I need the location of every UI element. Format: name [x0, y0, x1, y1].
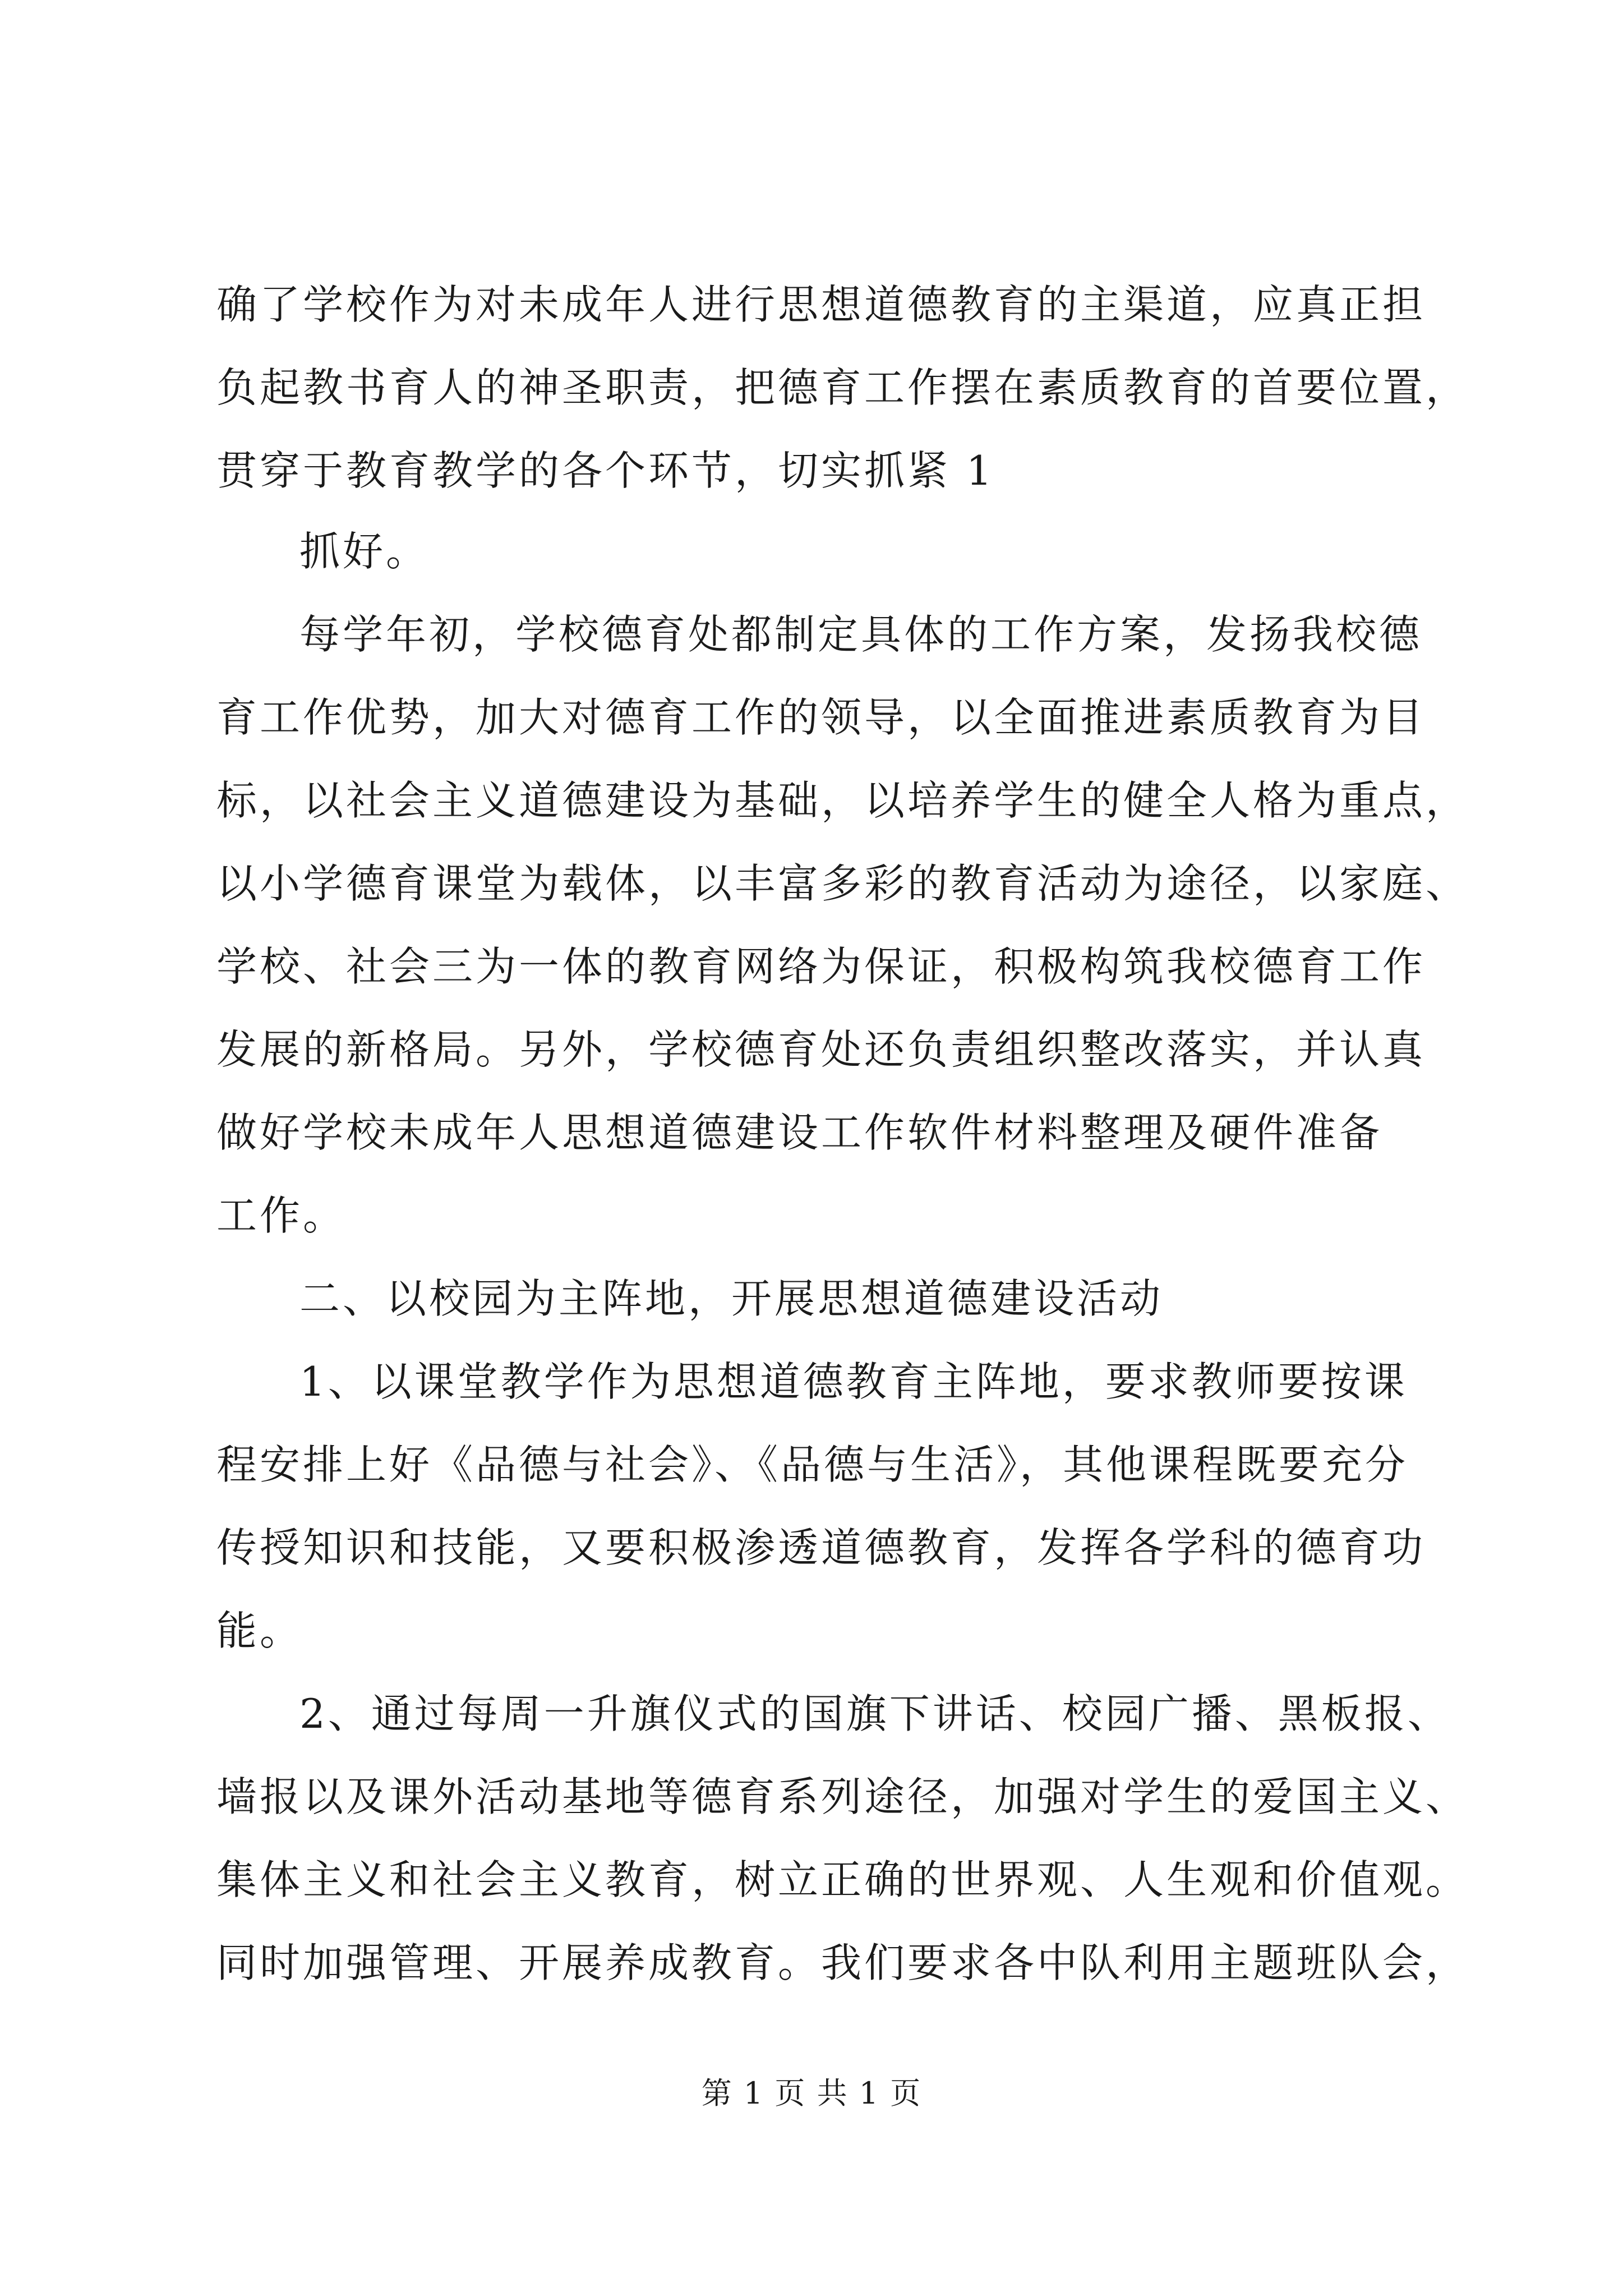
- text-line: 能。: [216, 1607, 303, 1654]
- text-line: 工作。: [216, 1192, 347, 1239]
- text-line: 做好学校未成年人思想道德建设工作软件材料整理及硬件准备: [216, 1109, 1383, 1156]
- text-line: 学校、社会三为一体的教育网络为保证，积极构筑我校德育工作: [216, 943, 1426, 990]
- paragraph-line: 1、以课堂教学作为思想道德教育主阵地，要求教师要按课: [299, 1358, 1408, 1405]
- paragraph-line: 每学年初，学校德育处都制定具体的工作方案，发扬我校德: [299, 611, 1423, 658]
- text-line: 同时加强管理、开展养成教育。我们要求各中队利用主题班队会，: [216, 1939, 1469, 1986]
- text-line: 标，以社会主义道德建设为基础，以培养学生的健全人格为重点，: [216, 777, 1469, 824]
- paragraph-line: 2、通过每周一升旗仪式的国旗下讲话、校园广播、黑板报、: [299, 1690, 1451, 1737]
- text-line: 育工作优势，加大对德育工作的领导，以全面推进素质教育为目: [216, 694, 1426, 741]
- text-line: 确了学校作为对未成年人进行思想道德教育的主渠道，应真正担: [216, 281, 1426, 328]
- text-line: 发展的新格局。另外，学校德育处还负责组织整改落实，并认真: [216, 1026, 1426, 1073]
- text-line: 墙报以及课外活动基地等德育系列途径，加强对学生的爱国主义、: [216, 1773, 1469, 1820]
- section-heading: 二、以校园为主阵地，开展思想道德建设活动: [299, 1275, 1164, 1322]
- text-line: 传授知识和技能，又要积极渗透道德教育，发挥各学科的德育功: [216, 1524, 1426, 1571]
- paragraph-line: 抓好。: [299, 528, 430, 575]
- text-line: 以小学德育课堂为载体，以丰富多彩的教育活动为途径，以家庭、: [216, 860, 1469, 907]
- page-footer: 第 1 页 共 1 页: [701, 2076, 922, 2111]
- text-line: 贯穿于教育教学的各个环节，切实抓紧 1: [216, 447, 995, 494]
- text-line: 负起教书育人的神圣职责，把德育工作摆在素质教育的首要位置，: [216, 364, 1469, 411]
- text-line: 程安排上好《品德与社会》、《品德与生活》，其他课程既要充分: [216, 1441, 1409, 1488]
- text-line: 集体主义和社会主义教育，树立正确的世界观、人生观和价值观。: [216, 1856, 1469, 1903]
